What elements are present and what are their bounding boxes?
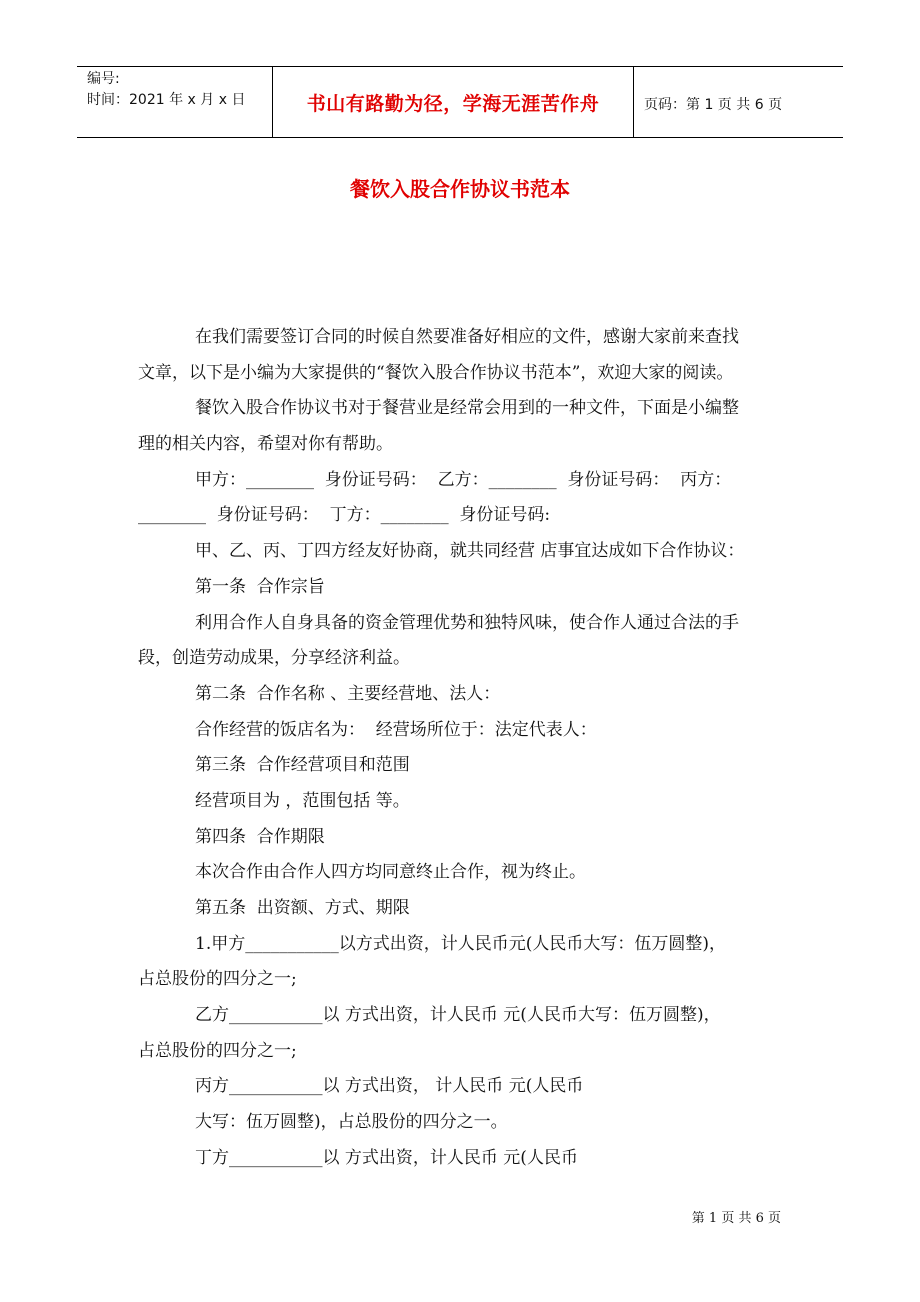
body-line: 第三条 合作经营项目和范围	[195, 755, 410, 776]
body-line: 占总股份的四分之一;	[138, 969, 297, 990]
header-page-cell	[634, 67, 843, 137]
body-line: 在我们需要签订合同的时候自然要准备好相应的文件，感谢大家前来查找	[195, 327, 739, 347]
body-line: 丙方___________以 方式出资， 计人民币 元(人民币	[195, 1076, 584, 1097]
page-footer: 第 1 页 共 6 页	[691, 1211, 781, 1226]
document-date: 时间：2021 年 x 月 x 日	[87, 92, 246, 108]
body-line: 第一条 合作宗旨	[195, 576, 325, 597]
header-meta	[77, 67, 273, 137]
body-line: 丁方___________以 方式出资，计人民币 元(人民币	[195, 1147, 578, 1168]
body-line: 经营项目为 ，范围包括 等。	[195, 790, 410, 811]
body-line: 理的相关内容，希望对你有帮助。	[138, 434, 393, 455]
header-motto: 书山有路勤为径，学海无涯苦作舟	[306, 92, 600, 115]
body-line: 合作经营的饭店名为： 经营场所位于：法定代表人：	[195, 719, 597, 740]
document-body	[138, 320, 794, 1177]
body-line: 利用合作人自身具备的资金管理优势和独特风味，使合作人通过合法的手	[195, 612, 739, 633]
body-line: 1.甲方___________以方式出资，计人民币元(人民币大写：伍万圆整)，	[195, 933, 726, 954]
body-line: ________ 身份证号码： 丁方：________ 身份证号码:	[138, 505, 551, 526]
header-page-info: 页码：第 1 页 共 6 页	[644, 97, 783, 113]
body-line: 餐饮入股合作协议书对于餐营业是经常会用到的一种文件，下面是小编整	[195, 398, 739, 419]
body-line: 本次合作由合作人四方均同意终止合作，视为终止。	[195, 862, 586, 883]
body-line: 大写：伍万圆整)，占总股份的四分之一。	[195, 1112, 508, 1133]
body-line: 段，创造劳动成果，分享经济利益。	[138, 648, 410, 669]
body-line: 第五条 出资额、方式、期限	[195, 898, 410, 918]
body-line: 第二条 合作名称 、主要经营地、法人：	[195, 683, 501, 704]
header-motto-cell	[273, 67, 634, 137]
body-line: 占总股份的四分之一;	[138, 1040, 297, 1061]
document-title: 餐饮入股合作协议书范本	[350, 177, 570, 201]
document-number-label: 编号:	[87, 71, 120, 87]
body-line: 乙方___________以 方式出资，计人民币 元(人民币大写：伍万圆整)，	[195, 1005, 721, 1026]
page-header	[77, 66, 843, 138]
body-line: 第四条 合作期限	[195, 826, 325, 847]
body-line: 甲方：________ 身份证号码： 乙方：________ 身份证号码： 丙方：	[195, 469, 732, 490]
body-line: 甲、乙、丙、丁四方经友好协商，就共同经营 店事宜达成如下合作协议：	[195, 541, 745, 562]
body-line: 文章，以下是小编为大家提供的“餐饮入股合作协议书范本”，欢迎大家的阅读。	[138, 362, 734, 383]
